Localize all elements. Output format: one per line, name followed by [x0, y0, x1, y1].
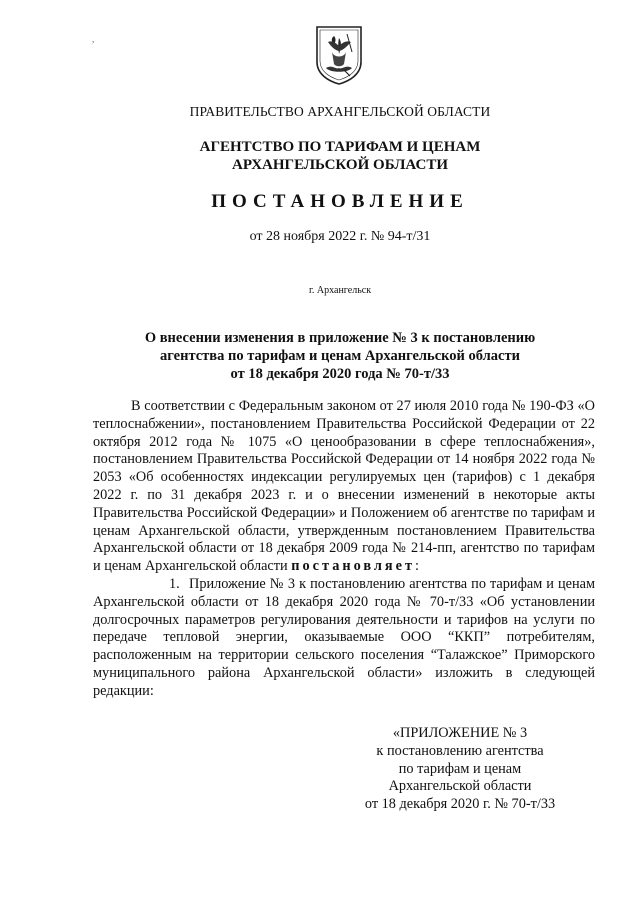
preamble-paragraph [93, 398, 595, 576]
resolve-colon: : [415, 558, 420, 575]
item-1-text: Приложение № 3 к постановлению агентства по тарифам и ценам Архангельской области от 18 декабря 2020 года № 70-т/33 «Об установлении долгосрочных параметров регулирования деятельности и тарифов на услуги по передаче тепловой энергии, оказываемые ООО “ККП” потребителям, расположенным на территории сельского поселения “Талажское” Приморского муниципального района Архангельской области» изложить в следующей редакции: [93, 575, 595, 699]
agency-name-line2: АРХАНГЕЛЬСКОЙ ОБЛАСТИ [232, 157, 448, 173]
scan-mark: , [92, 34, 95, 44]
document-city: г. Архангельск [308, 285, 372, 296]
resolve-word: постановляет [291, 558, 416, 575]
appendix-line2: к постановлению агентства [376, 742, 544, 759]
subject-line2: агентства по тарифам и ценам Архангельской области [160, 348, 520, 364]
document-subject [60, 329, 620, 383]
preamble-text: В соответствии с Федеральным законом от 27 июля 2010 года № 190-ФЗ «О теплоснабжении», постановлением Правительства Российской Федерации от 22 октября 2012 года № 1075 «О ценообразовании в сфере теплоснабжения», постановлением Правительства Российской Федерации от 14 ноября 2022 года № 2053 «Об особенностях индексации регулируемых цен (тарифов) с 1 декабря 2022 г. по 31 декабря 2023 г. и о внесении изменений в некоторые акты Правительства Российской Федерации» и Положением об агентстве по тарифам и ценам Архангельской области, утвержденным постановлением Правительства Архангельской области от 18 декабря 2009 года № 214-пп, агентство по тарифам и ценам Архангельской области [93, 398, 595, 575]
agency-name [60, 138, 620, 174]
appendix-line1: «ПРИЛОЖЕНИЕ № 3 [392, 725, 528, 741]
coat-of-arms-icon [314, 24, 364, 86]
government-name: ПРАВИТЕЛЬСТВО АРХАНГЕЛЬСКОЙ ОБЛАСТИ [189, 104, 491, 119]
agency-name-line1: АГЕНТСТВО ПО ТАРИФАМ И ЦЕНАМ [199, 139, 481, 155]
document-date-number: от 28 ноября 2022 г. № 94-т/31 [249, 229, 431, 244]
subject-line1: О внесении изменения в приложение № 3 к постановлению [144, 330, 536, 346]
appendix-heading [330, 725, 590, 814]
appendix-line5: от 18 декабря 2020 г. № 70-т/33 [364, 796, 556, 813]
subject-line3: от 18 декабря 2020 года № 70-т/33 [230, 366, 450, 382]
appendix-line3: по тарифам и ценам [398, 760, 522, 777]
item-1-number: 1. [169, 575, 180, 592]
document-body [93, 398, 595, 701]
item-1-paragraph [93, 576, 595, 701]
appendix-line4: Архангельской области [388, 778, 532, 795]
document-type: ПОСТАНОВЛЕНИЕ [211, 191, 469, 212]
